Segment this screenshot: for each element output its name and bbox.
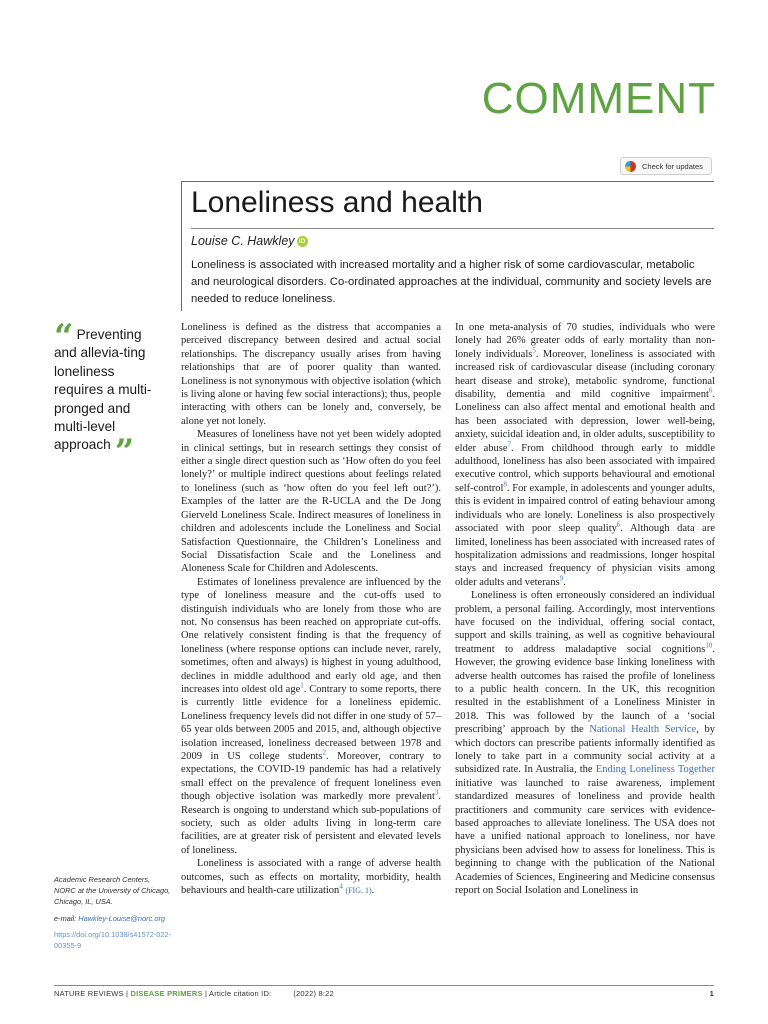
paragraph: Loneliness is defined as the distress that accompanies a perceived discrepancy between desired and actual social relationships. The discrepancy usually arises from having relationships that are of poorer quality than wanted. Loneliness is not synonymous with objective isolation (which is living alone or having few social interactions); thus, people interacting with others can be lonely and, conversely, be alone yet not lonely. — [181, 322, 441, 427]
ref-link[interactable]: 1 — [300, 681, 304, 690]
ref-link[interactable]: 9 — [559, 574, 564, 583]
ref-link[interactable]: 8 — [503, 480, 507, 489]
affiliation — [54, 874, 172, 956]
ref-link[interactable]: 6 — [616, 520, 621, 529]
ending-loneliness-together-link[interactable]: Ending Loneliness Together — [595, 764, 715, 776]
title-rule-vertical — [181, 181, 182, 311]
check-for-updates-label: Check for updates — [642, 161, 703, 171]
body-column-1 — [181, 321, 441, 897]
article-title: Loneliness and health — [191, 186, 483, 219]
paragraph: In one meta-analysis of 70 studies, individuals who were lonely had 26% greater odds of early mortality than non-lonely individuals$^5$. Moreover, loneliness is associated with increased risk of cardiovascular disease (including coronary heart disease and stroke), metabolic syndrome, functional disability, dementia and mild cognitive impairment$^6$. Loneliness can also affect mental and emotional health and has been associated with depression, lower well-being, anxiety, suicidal ideation and, in older adults, susceptibility to elder abuse$^7$. From childhood through early to middle adulthood, loneliness has also been associated with impaired executive control, which supports behavioural and emotional self-control$^8$. For example, in adolescents and younger adults, this is evident in impaired control of eating behaviour among individuals who are lonely. Loneliness is also prospectively associated with poor sleep quality$^6$. Although data are limited, loneliness has been associated with increased rates of hospitalization admissions and readmissions, longer hospital stays and increased frequency of physician visits among older adults and veterans$^9$. — [455, 322, 715, 588]
quote-close-icon: ” — [114, 432, 135, 473]
affiliation-email — [54, 913, 172, 924]
check-for-updates-button[interactable] — [620, 157, 712, 175]
pull-quote — [54, 317, 166, 473]
ref-link[interactable]: 3 — [434, 788, 439, 797]
doi-link[interactable]: https://doi.org/10.1038/s41572-022-00355-9 — [54, 929, 172, 951]
pull-quote-text: Preventing and allevia-ting loneliness requires a multi-pronged and multi-level approach — [54, 327, 152, 453]
journal-name: NATURE REVIEWS — [54, 989, 124, 998]
footer: NATURE REVIEWS | DISEASE PRIMERS | Article citation ID: (2022) 8:22 1 — [54, 989, 714, 998]
journal-subtitle: DISEASE PRIMERS — [130, 989, 203, 998]
ref-link[interactable]: 4 — [339, 882, 343, 891]
title-rule — [181, 181, 714, 182]
national-health-service-link[interactable]: National Health Service — [589, 724, 697, 736]
email-link[interactable]: Hawkley-Louise@norc.org — [78, 913, 166, 923]
citation-label: | Article citation ID: — [204, 989, 272, 998]
paragraph: Loneliness is associated with a range of adverse health outcomes, such as effects on mortality, morbidity, health behaviours and health-care utilization$^4$ (FIG. 1). — [181, 858, 441, 897]
paragraph: Loneliness is often erroneously considered an individual problem, a personal failing. Accordingly, most interventions have focused on the individual, offering social contact, support and skills training, as well as cognitive behavioural treatment to address maladaptive social cognitions$^{10}$. However, the growing evidence base linking loneliness with adverse health outcomes has raised the profile of loneliness to a public health concern. In the UK, this recognition resulted in the establishment of a Loneliness Minister in 2018. This was followed by the launch of a ‘social prescribing’ approach by the National Health Service, by which doctors can prescribe patients informally identified as lonely to take part in a community social activity at a subsidized rate. In Australia, the Ending Loneliness Together initiative was launched to raise awareness, implement standardized measures of loneliness and provide health practitioners and community care services with evidence-based approaches to alleviate loneliness. The USA does not have a unified national approach to loneliness, nor have physicians been advised how to assess for loneliness. This is beginning to change with the publication of the National Academies of Sciences, Engineering and Medicine consensus report on Social Isolation and Loneliness in — [455, 590, 715, 897]
email-label: e-mail: — [54, 913, 79, 923]
footer-rule — [54, 985, 714, 986]
quote-open-icon: “ — [54, 317, 74, 357]
author-name[interactable]: Louise C. Hawkley — [191, 234, 295, 248]
crossmark-icon — [625, 161, 636, 172]
author-line — [191, 234, 308, 248]
body-column-2 — [455, 321, 715, 897]
figure-link[interactable]: (FIG. 1) — [345, 886, 372, 896]
section-title: COMMENT — [481, 74, 716, 123]
ref-link[interactable]: 7 — [507, 440, 511, 449]
affiliation-institution: Academic Research Centers, NORC at the University of Chicago, Chicago, IL, USA. — [54, 875, 171, 907]
ref-link[interactable]: 5 — [532, 346, 536, 355]
author-rule — [191, 228, 714, 229]
paragraph: Estimates of loneliness prevalence are influenced by the type of loneliness measure and the cut-offs used to distinguish individuals who are lonely from those who are not. No consensus has been reached on appropriate cut-offs. One relatively consistent finding is that the frequency of loneliness (where response options can include never, rarely, sometimes, often and always) is highest in young adulthood, declines in middle adulthood and early old age, and then increases into oldest old age$^1$. Contrary to some reports, there is currently little evidence for a loneliness epidemic. Loneliness frequency levels did not differ in one study of 57–65 year olds between 2005 and 2015, and, although objective isolation increased, loneliness decreased between 1978 and 2009 in US college students$^2$. Moreover, contrary to expectations, the COVID-19 pandemic has had a relatively small effect on the prevalence of frequent loneliness even though objective isolation was markedly more prevalent$^3$. Research is ongoing to understand which sub-populations of society, such as older adults living in long-term care facilities, are at greater risk of persistent and elevated levels of loneliness. — [181, 576, 441, 856]
abstract: Loneliness is associated with increased mortality and a higher risk of some cardiovascular, metabolic and neurological disorders. Co-ordinated approaches at the individual, community and society levels are needed to reduce loneliness. — [191, 259, 712, 305]
citation-volume: (2022) 8:22 — [293, 989, 334, 998]
paragraph: Measures of loneliness have not yet been widely adopted in clinical settings, but in research settings they consist of either a single direct question such as ‘How often do you feel lonely?’ or multiple indirect questions about feelings related to loneliness (such as ‘how often do you feel left out?’). Examples of the latter are the R-UCLA and the De Jong Gierveld Loneliness Scale. Indirect measures of loneliness in children and adolescents include the Loneliness and Social Satisfaction Questionnaire, the Children’s Loneliness and Social Dissatisfaction Scale and the Loneliness and Aloneness Scale for Children and Adolescents. — [181, 429, 441, 575]
ref-link[interactable]: 10 — [705, 641, 713, 650]
ref-link[interactable]: 2 — [322, 748, 326, 757]
ref-link[interactable]: 6 — [708, 386, 713, 395]
orcid-icon[interactable]: iD — [297, 236, 308, 247]
page-number: 1 — [709, 989, 714, 998]
